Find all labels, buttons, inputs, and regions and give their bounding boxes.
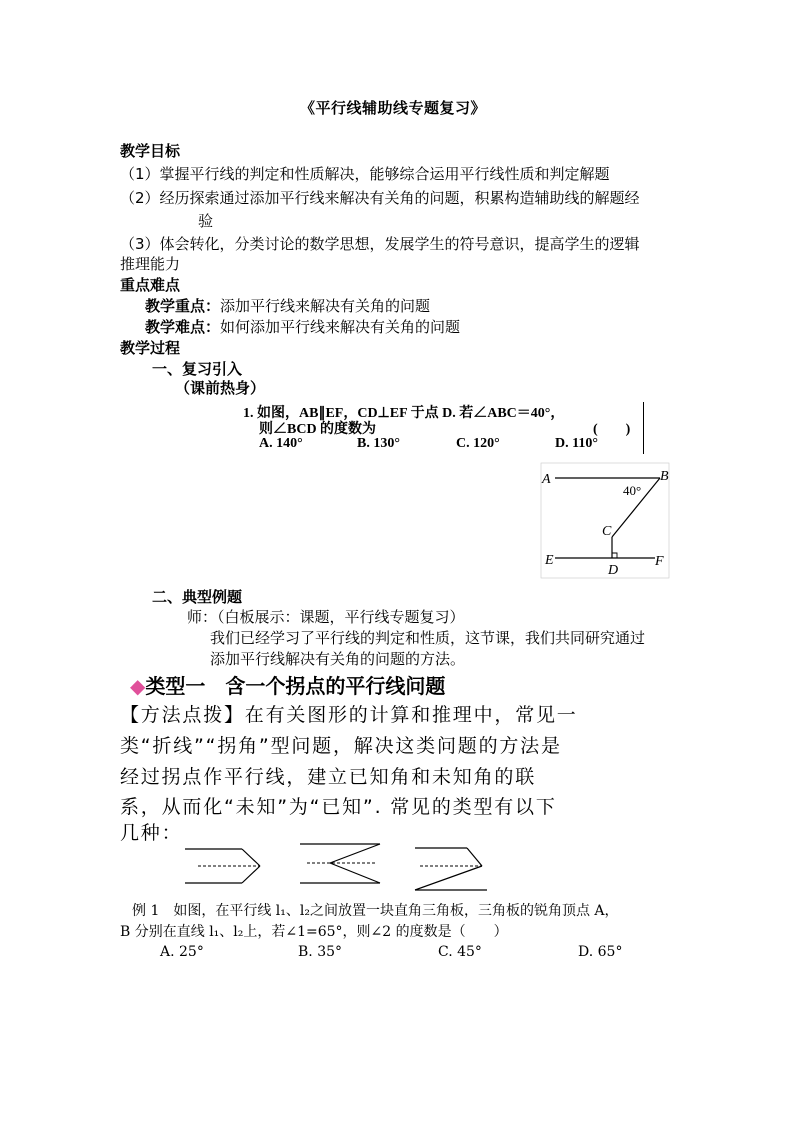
warmup-option-c: C. 120° (456, 436, 500, 451)
case-3-diagram (415, 848, 487, 890)
question-margin-bar (643, 402, 644, 454)
case-1-diagram (185, 849, 260, 883)
goal-item-3-cont: 推理能力 (120, 255, 181, 273)
keypoints-heading: 重点难点 (120, 276, 181, 294)
example1-option-a: A. 25° (160, 944, 204, 960)
warmup-question-line1: 1. 如图，AB∥EF，CD⊥EF 于点 D. 若∠ABC＝40°， (243, 406, 565, 421)
label-e: E (545, 553, 554, 568)
warmup-option-b: B. 130° (357, 436, 400, 451)
section2-heading: 二、典型例题 (152, 588, 243, 606)
focus-text: 添加平行线来解决有关角的问题 (220, 297, 431, 315)
difficulty-label: 教学难点： (145, 318, 221, 336)
label-b: B (660, 469, 669, 484)
process-heading: 教学过程 (120, 339, 181, 357)
type1-heading-line (130, 670, 445, 699)
warmup-question-blank: ( ) (593, 422, 631, 437)
intro-line1: 我们已经学习了平行线的判定和性质，这节课，我们共同研究通过 (210, 629, 646, 647)
focus-label: 教学重点： (145, 297, 221, 315)
page-title: 《平行线辅助线专题复习》 (300, 99, 487, 117)
example1-line1: 例 1 如图，在平行线 l₁、l₂之间放置一块直角三角板，三角板的锐角顶点 A， (132, 903, 619, 919)
warmup-option-a: A. 140° (259, 436, 303, 451)
pink-diamond-icon: ◆ (130, 674, 146, 698)
warmup-question-line2: 则∠BCD 的度数为 (259, 422, 377, 437)
label-angle-40: 40° (623, 483, 642, 498)
method-line-3: 经过拐点作平行线，建立已知角和未知角的联 (120, 766, 537, 788)
typical-cases-figure (180, 840, 500, 895)
warmup-figure (535, 460, 675, 580)
goal-item-1: （1）掌握平行线的判定和性质解决，能够综合运用平行线性质和判定解题 (120, 165, 610, 183)
example1-option-d: D. 65° (578, 944, 623, 960)
figure-frame (541, 463, 669, 578)
warmup-label: （课前热身） (175, 379, 266, 397)
example1-option-b: B. 35° (298, 944, 343, 960)
goal-item-2: （2）经历探索通过添加平行线来解决有关角的问题，积累构造辅助线的解题经 (120, 189, 640, 207)
goals-heading: 教学目标 (120, 142, 181, 160)
label-d: D (608, 563, 619, 578)
label-c: C (602, 524, 612, 539)
goal-item-3: （3）体会转化，分类讨论的数学思想，发展学生的符号意识，提高学生的逻辑 (120, 235, 640, 253)
goal-item-2-cont: 验 (198, 212, 214, 230)
teacher-line: 师：（白板展示：课题，平行线专题复习） (187, 608, 465, 626)
example1-option-c: C. 45° (438, 944, 482, 960)
type1-heading: 类型一 含一个拐点的平行线问题 (145, 674, 446, 698)
method-line-4: 系，从而化“未知”为“已知”. 常见的类型有以下 (120, 796, 557, 818)
case-2-diagram (300, 844, 380, 883)
focus-line (145, 295, 430, 316)
intro-line2: 添加平行线解决有关角的问题的方法。 (210, 650, 466, 668)
method-line-2: 类“折线”“拐角”型问题，解决这类问题的方法是 (120, 735, 562, 757)
method-line-5: 几种： (120, 822, 183, 844)
example1-line2: B 分别在直线 l₁、l₂上，若∠1=65°，则∠2 的度数是（ ） (120, 924, 508, 940)
difficulty-line (145, 316, 460, 337)
label-f: F (655, 554, 664, 569)
label-a: A (542, 472, 551, 487)
method-line-1: 【方法点拨】在有关图形的计算和推理中，常见一 (120, 704, 578, 726)
process-part1: 一、复习引入 (152, 360, 243, 378)
warmup-option-d: D. 110° (555, 436, 598, 451)
difficulty-text: 如何添加平行线来解决有关角的问题 (220, 318, 461, 336)
